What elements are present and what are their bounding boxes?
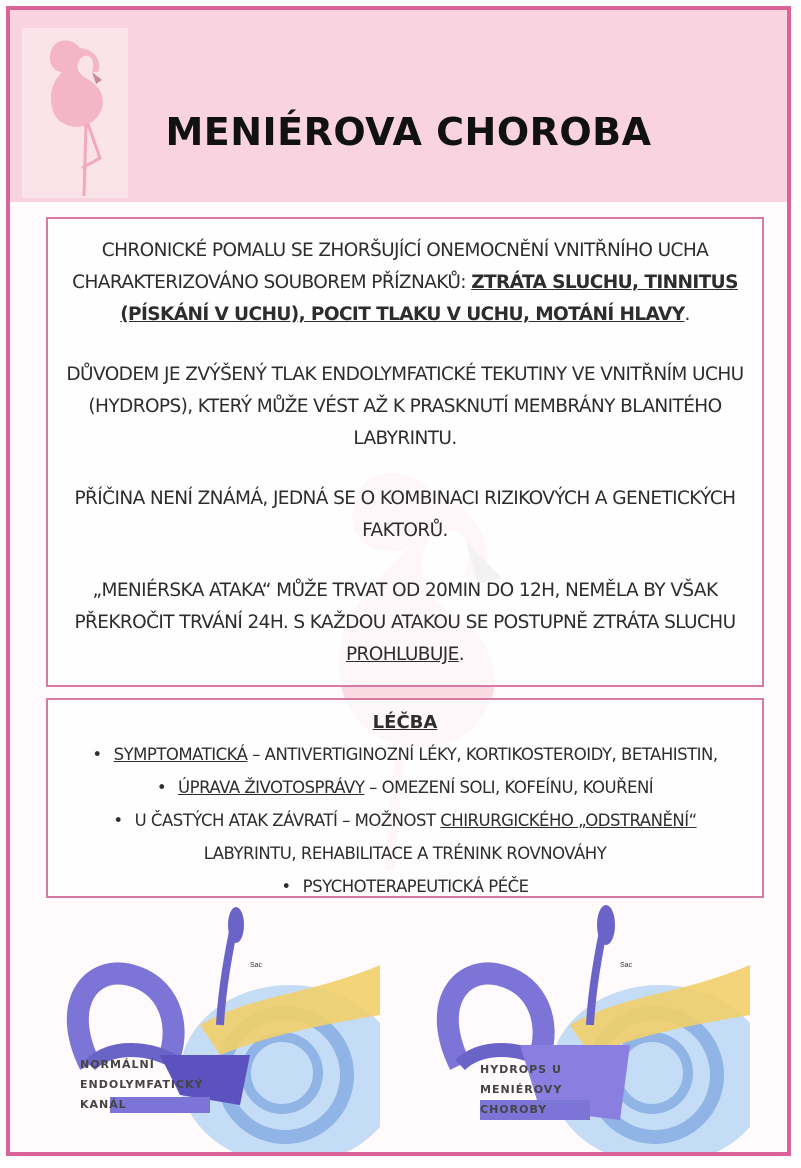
symptoms-text: ZTRÁTA SLUCHU, TINNITUS (PÍSKÁNÍ V UCHU), POCIT TLAKU V UCHU, MOTÁNÍ HLAVY — [120, 272, 738, 325]
list-item — [58, 771, 752, 804]
attack-text: „MENIÉRSKA ATAKA“ MŮŽE TRVAT OD 20MIN DO 12H, NEMĚLA BY VŠAK PŘEKROČIT TRVÁNÍ 24H. S KAŽDOU ATAKOU SE POSTUPNĚ ZTRÁTA SLUCHU — [74, 580, 736, 633]
item-text: U ČASTÝCH ATAK ZÁVRATÍ – MOŽNOST — [134, 811, 441, 830]
normal-ear-illustration — [50, 905, 380, 1155]
caption-line: NORMÁLNÍ — [80, 1058, 155, 1071]
header-band — [10, 10, 787, 202]
inner-ear-icon — [50, 905, 380, 1155]
caption-line: CHOROBY — [480, 1103, 548, 1116]
caption-line: KANÁL — [80, 1098, 127, 1111]
treatment-title: LÉČBA — [372, 712, 438, 733]
page-title: MENIÉROVA CHOROBA — [165, 110, 652, 154]
caption-line: MENIÉROVY — [480, 1083, 563, 1096]
definition-paragraph — [60, 235, 750, 331]
item-text: – OMEZENÍ SOLI, KOFEÍNU, KOUŘENÍ — [364, 778, 654, 797]
bullet-icon: • — [281, 877, 291, 896]
attack-paragraph — [60, 575, 750, 671]
list-item — [58, 738, 752, 771]
definition-text: CHRONICKÉ POMALU SE ZHORŠUJÍCÍ ONEMOCNĚNÍ VNITŘNÍHO UCHA CHARAKTERIZOVÁNO SOUBOREM PŘÍZNAKŮ: — [72, 240, 709, 293]
bullet-icon: • — [156, 778, 167, 797]
caption-line: HYDROPS U — [480, 1063, 562, 1076]
bullet-icon: • — [92, 745, 102, 764]
item-underlined: SYMPTOMATICKÁ — [113, 745, 248, 764]
left-caption — [80, 1055, 203, 1115]
cause-paragraph: DŮVODEM JE ZVÝŠENÝ TLAK ENDOLYMFATICKÉ TEKUTINY VE VNITŘNÍM UCHU (HYDROPS), KTERÝ MŮŽE VÉST AŽ K PRASKNUTÍ MEMBRÁNY BLANITÉHO LABYRINTU. — [66, 364, 744, 449]
attack-underlined: PROHLUBUJE — [345, 644, 459, 665]
item-text: PSYCHOTERAPEUTICKÁ PÉČE — [302, 877, 529, 896]
attack-end: . — [458, 644, 465, 665]
hydrops-ear-illustration — [420, 905, 750, 1155]
etiology-paragraph: PŘÍČINA NENÍ ZNÁMÁ, JEDNÁ SE O KOMBINACI RIZIKOVÝCH A GENETICKÝCH FAKTORŮ. — [74, 488, 736, 541]
definition-end: . — [684, 304, 690, 325]
sac-label: Sac — [620, 962, 633, 969]
caption-line: ENDOLYMFATICKÝ — [80, 1078, 204, 1091]
treatment-box — [46, 698, 764, 898]
inner-ear-icon — [420, 905, 750, 1155]
intro-box — [46, 217, 764, 687]
item-underlined: ÚPRAVA ŽIVOTOSPRÁVY — [178, 778, 365, 797]
infographic-frame — [6, 6, 791, 1156]
list-item — [58, 870, 752, 903]
item-underlined: CHIRURGICKÉHO „ODSTRANĚNÍ“ — [440, 811, 697, 830]
list-item-continuation: LABYRINTU, REHABILITACE A TRÉNINK ROVNOVÁHY — [203, 844, 607, 863]
item-text: – ANTIVERTIGINOZNÍ LÉKY, KORTIKOSTEROIDY, BETAHISTIN, — [247, 745, 718, 764]
right-caption — [480, 1060, 562, 1120]
list-item — [58, 804, 752, 837]
sac-label: Sac — [250, 962, 263, 969]
bullet-icon: • — [113, 811, 123, 830]
